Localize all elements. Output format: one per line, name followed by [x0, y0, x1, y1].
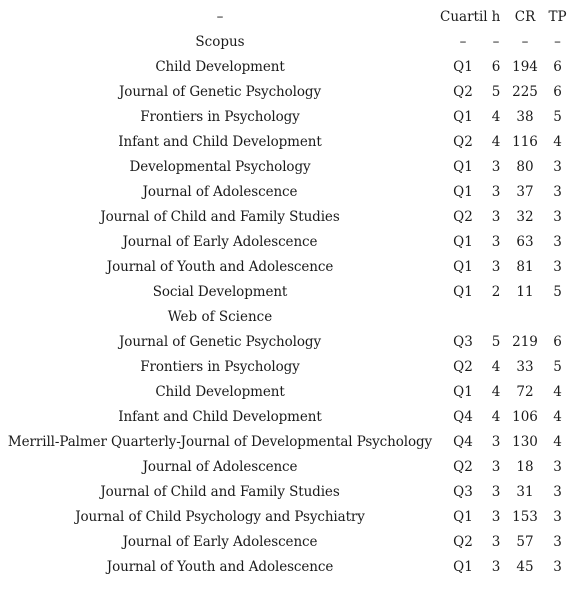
table-row: [0, 55, 571, 80]
total-papers-cell: 3: [553, 459, 562, 475]
section-h-index-cell: [486, 305, 506, 330]
citations-cell: 32: [516, 209, 534, 225]
h-index-cell: 5: [491, 84, 501, 100]
citations-column-header: CR: [514, 9, 536, 25]
quartile-cell: Q1: [453, 234, 473, 250]
h-index-cell: 4: [491, 359, 501, 375]
table-row: [0, 530, 571, 555]
journal-cell: Frontiers in Psychology: [140, 109, 300, 125]
section-quartile-cell: –: [459, 34, 467, 50]
journal-cell: Journal of Child and Family Studies: [100, 209, 340, 225]
journal-cell: Journal of Child Psychology and Psychiatry: [75, 509, 365, 525]
total-papers-cell: 3: [553, 484, 562, 500]
h-index-cell: 3: [491, 434, 501, 450]
h-index-cell: 6: [491, 59, 501, 75]
section-label: Web of Science: [167, 309, 273, 325]
quartile-cell: Q3: [453, 334, 473, 350]
table-row: [0, 255, 571, 280]
section-header-row: [0, 305, 571, 330]
total-papers-cell: 5: [553, 284, 562, 300]
citations-cell: 38: [516, 109, 534, 125]
h-index-cell: 4: [491, 384, 501, 400]
journal-cell: Journal of Youth and Adolescence: [106, 259, 334, 275]
table-row: [0, 280, 571, 305]
citations-cell: 106: [512, 409, 538, 425]
quartile-cell: Q1: [453, 509, 473, 525]
journal-ranking-table: [0, 5, 571, 580]
table-row: [0, 455, 571, 480]
h-index-cell: 3: [491, 209, 501, 225]
table-row: [0, 205, 571, 230]
citations-cell: 33: [516, 359, 534, 375]
total-papers-cell: 3: [553, 209, 562, 225]
citations-cell: 63: [516, 234, 534, 250]
journal-cell: Frontiers in Psychology: [140, 359, 300, 375]
table-row: [0, 380, 571, 405]
citations-cell: 31: [516, 484, 534, 500]
citations-cell: 153: [512, 509, 538, 525]
table-row: [0, 405, 571, 430]
journal-cell: Child Development: [155, 59, 285, 75]
citations-cell: 130: [512, 434, 538, 450]
citations-cell: 219: [512, 334, 538, 350]
journal-cell: Journal of Genetic Psychology: [119, 334, 321, 350]
h-index-cell: 3: [491, 184, 501, 200]
citations-cell: 225: [512, 84, 538, 100]
table-row: [0, 230, 571, 255]
total-papers-cell: 3: [553, 184, 562, 200]
table-row: [0, 180, 571, 205]
citations-cell: 45: [516, 559, 534, 575]
total-papers-cell: 4: [553, 434, 562, 450]
quartile-column-header: Cuartil: [440, 9, 488, 25]
quartile-cell: Q1: [453, 109, 473, 125]
h-index-cell: 4: [491, 134, 501, 150]
citations-cell: 18: [516, 459, 534, 475]
total-papers-cell: 6: [553, 334, 562, 350]
section-total-papers-cell: [544, 305, 571, 330]
journal-cell: Social Development: [152, 284, 288, 300]
quartile-cell: Q1: [453, 159, 473, 175]
table-row: [0, 130, 571, 155]
journal-cell: Developmental Psychology: [129, 159, 311, 175]
citations-cell: 11: [516, 284, 534, 300]
table-row: [0, 355, 571, 380]
total-papers-cell: 3: [553, 259, 562, 275]
citations-cell: 80: [516, 159, 534, 175]
quartile-cell: Q4: [453, 434, 473, 450]
table-row: [0, 505, 571, 530]
journal-cell: Journal of Adolescence: [142, 459, 298, 475]
total-papers-cell: 3: [553, 534, 562, 550]
section-quartile-cell: [440, 305, 486, 330]
journal-column-header: –: [216, 9, 224, 25]
quartile-cell: Q1: [453, 184, 473, 200]
h-index-cell: 4: [491, 409, 501, 425]
quartile-cell: Q1: [453, 59, 473, 75]
section-citations-cell: [506, 305, 544, 330]
journal-cell: Journal of Early Adolescence: [122, 234, 318, 250]
h-index-column-header: h: [491, 9, 501, 25]
journal-cell: Journal of Adolescence: [142, 184, 298, 200]
journal-cell: Merrill-Palmer Quarterly-Journal of Developmental Psychology: [7, 434, 433, 450]
table-body: [0, 30, 571, 580]
quartile-cell: Q4: [453, 409, 473, 425]
table-row: [0, 430, 571, 455]
h-index-cell: 3: [491, 509, 501, 525]
quartile-cell: Q1: [453, 384, 473, 400]
total-papers-cell: 4: [553, 134, 562, 150]
quartile-cell: Q2: [453, 84, 473, 100]
total-papers-cell: 3: [553, 234, 562, 250]
citations-cell: 72: [516, 384, 534, 400]
total-papers-cell: 6: [553, 59, 562, 75]
quartile-cell: Q1: [453, 259, 473, 275]
journal-cell: Infant and Child Development: [118, 134, 322, 150]
quartile-cell: Q2: [453, 459, 473, 475]
journal-cell: Infant and Child Development: [118, 409, 322, 425]
citations-cell: 81: [516, 259, 534, 275]
citations-cell: 37: [516, 184, 534, 200]
h-index-cell: 3: [491, 259, 501, 275]
table-row: [0, 80, 571, 105]
h-index-cell: 5: [491, 334, 501, 350]
h-index-cell: 3: [491, 459, 501, 475]
h-index-cell: 3: [491, 534, 501, 550]
quartile-cell: Q3: [453, 484, 473, 500]
h-index-cell: 3: [491, 559, 501, 575]
table-row: [0, 330, 571, 355]
total-papers-cell: 6: [553, 84, 562, 100]
journal-cell: Journal of Early Adolescence: [122, 534, 318, 550]
table-row: [0, 555, 571, 580]
header-row: [0, 5, 571, 30]
table-row: [0, 155, 571, 180]
quartile-cell: Q2: [453, 134, 473, 150]
quartile-cell: Q1: [453, 284, 473, 300]
total-papers-column-header: TP: [548, 9, 567, 25]
journal-cell: Journal of Youth and Adolescence: [106, 559, 334, 575]
table-row: [0, 480, 571, 505]
journal-cell: Journal of Child and Family Studies: [100, 484, 340, 500]
total-papers-cell: 3: [553, 509, 562, 525]
quartile-cell: Q2: [453, 359, 473, 375]
total-papers-cell: 4: [553, 409, 562, 425]
citations-cell: 116: [512, 134, 538, 150]
quartile-cell: Q2: [453, 209, 473, 225]
total-papers-cell: 3: [553, 559, 562, 575]
h-index-cell: 4: [491, 109, 501, 125]
section-citations-cell: –: [521, 34, 529, 50]
section-header-row: [0, 30, 571, 55]
h-index-cell: 3: [491, 484, 501, 500]
section-h-index-cell: –: [492, 34, 500, 50]
citations-cell: 194: [512, 59, 538, 75]
journal-cell: Child Development: [155, 384, 285, 400]
total-papers-cell: 5: [553, 359, 562, 375]
h-index-cell: 2: [491, 284, 501, 300]
quartile-cell: Q2: [453, 534, 473, 550]
section-label: Scopus: [195, 34, 245, 50]
total-papers-cell: 4: [553, 384, 562, 400]
citations-cell: 57: [516, 534, 534, 550]
journal-cell: Journal of Genetic Psychology: [119, 84, 321, 100]
total-papers-cell: 3: [553, 159, 562, 175]
section-total-papers-cell: –: [554, 34, 561, 50]
total-papers-cell: 5: [553, 109, 562, 125]
table-row: [0, 105, 571, 130]
h-index-cell: 3: [491, 234, 501, 250]
h-index-cell: 3: [491, 159, 501, 175]
quartile-cell: Q1: [453, 559, 473, 575]
